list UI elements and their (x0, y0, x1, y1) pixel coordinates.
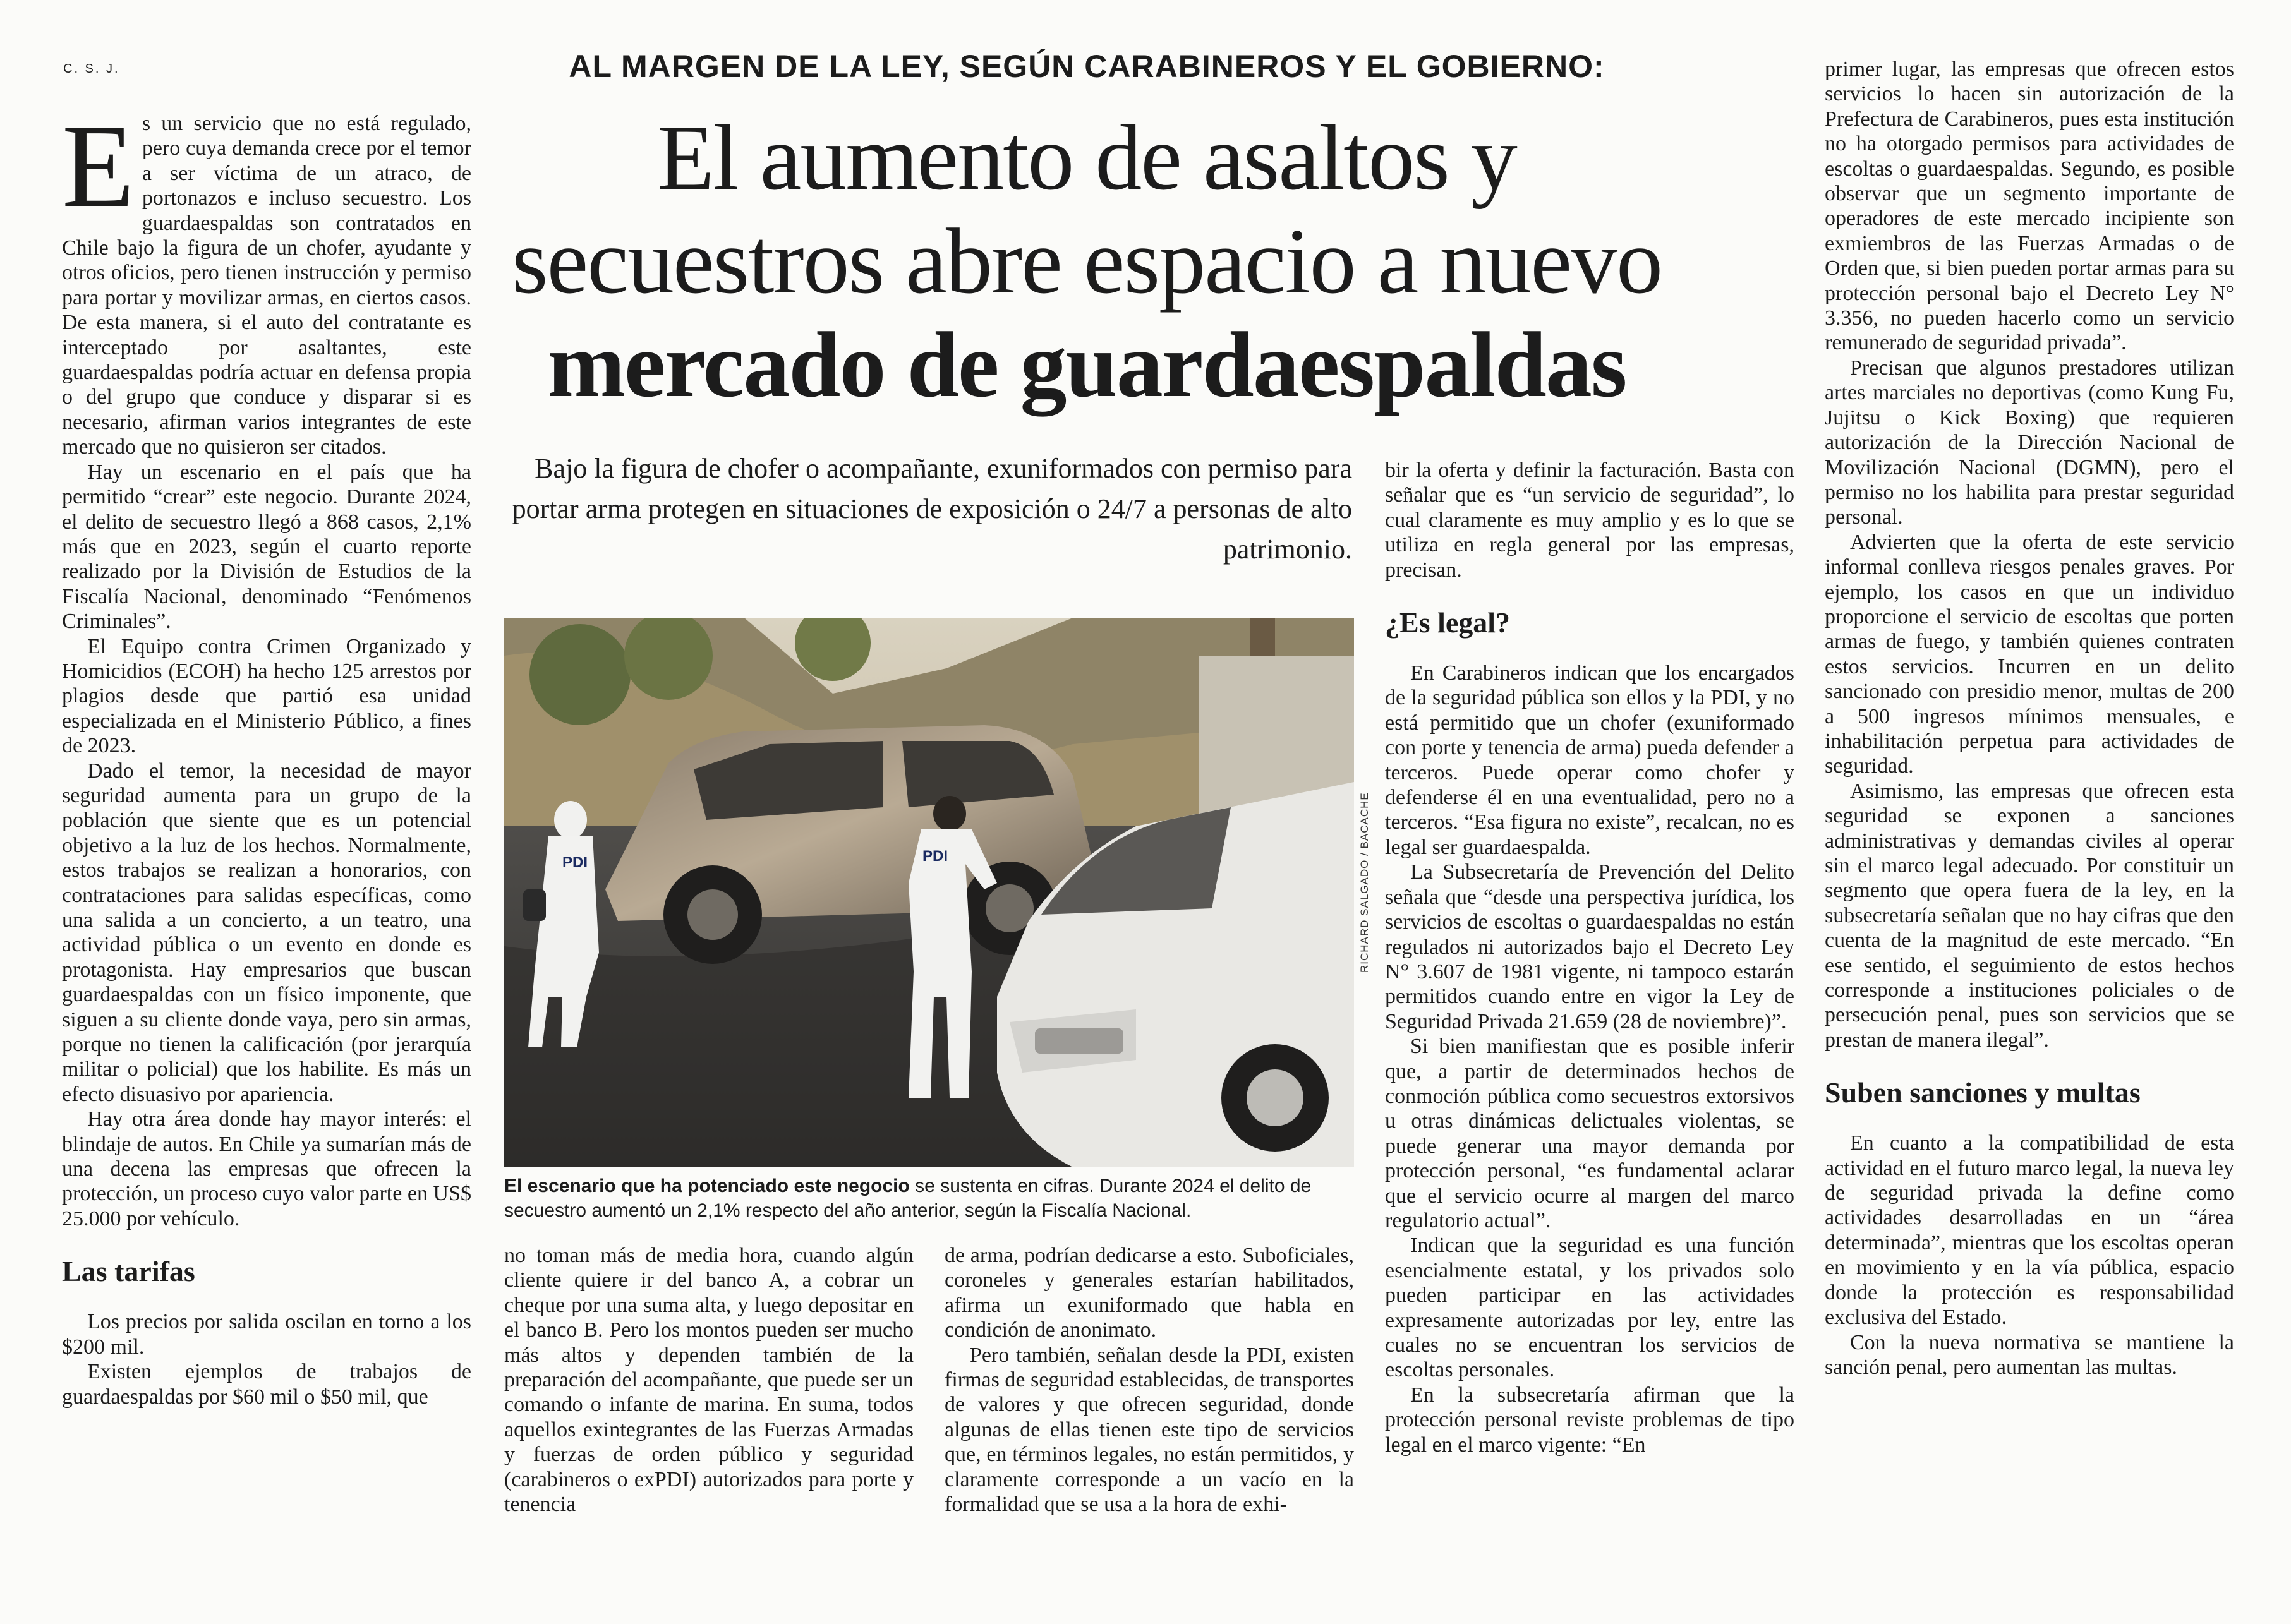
subheading-tarifas: Las tarifas (62, 1255, 195, 1288)
column-2 (504, 1243, 914, 1517)
subheading-es-legal: ¿Es legal? (1385, 606, 1511, 639)
drop-cap: E (62, 100, 135, 232)
deck: Bajo la figura de chofer o acompañante, exuniformados con permiso para portar arma protegen en situaciones de exposición o 24/7 a personas de alto patrimonio. (512, 453, 1352, 565)
paragraph: La Subsecretaría de Prevención del Delito señala que “desde una perspectiva jurídica, los servicios de escoltas o guardaespaldas no están regulados ni autorizados bajo el Decreto Ley N° 3.607 de 1981 vigente, ni tampoco estarán permitidos cuando entre en vigor la Ley de Seguridad Privada 21.659 (28 de noviembre)”. (1385, 860, 1794, 1033)
paragraph: Si bien manifiestan que es posible inferir que, a partir de determinados hechos de conmoción pública como secuestros extorsivos u otras dinámicas delictuales violentas, se puede generar una mayor demanda por protección personal, “es fundamental aclarar que el servicio ocurre al margen del marco regulatorio actual”. (1385, 1035, 1794, 1232)
pdi-vest-label: PDI (562, 854, 588, 871)
paragraph: Hay un escenario en el país que ha permitido “crear” este negocio. Durante 2024, el delito de secuestro llegó a 868 casos, 2,1% más que en 2023, según el cuarto reporte realizado por la División de Estudios de la Fiscalía Nacional, denominado “Fenómenos Criminales”. (62, 460, 471, 634)
paragraph: Existen ejemplos de trabajos de guardaespaldas por $60 mil o $50 mil, que (62, 1360, 471, 1409)
paragraph: bir la oferta y definir la facturación. Basta con señalar que es “un servicio de seguridad”, lo cual claramente es muy amplio y es lo que se utiliza en regla general por las empresas, precisan. (1385, 459, 1794, 582)
paragraph: En cuanto a la compatibilidad de esta actividad en el futuro marco legal, la nueva ley de seguridad privada la define como actividades desarrolladas en un “área determinada”, mientras que los escoltas operan en movimiento y en la vía pública, espacio donde la protección es responsabilidad exclusiva del Estado. (1825, 1131, 2234, 1330)
paragraph: En Carabineros indican que los encargados de la seguridad pública son ellos y la PDI, y no está permitido que un chofer (exuniformado con porte y tenencia de arma) pueda defender a terceros. Puede operar como chofer y defenderse él en una eventualidad, pero no a terceros. “Esa figura no existe”, recalcan, no es legal ser guardaespalda. (1385, 661, 1794, 859)
paragraph: no toman más de media hora, cuando algún cliente quiere ir del banco A, a cobrar un cheque por una suma alta, y luego depositar en el banco B. Pero los montos pueden ser mucho más altos y dependen también de la preparación del acompañante, que puede ser un comando o infante de marina. En suma, todos aquellos exintegrantes de las Fuerzas Armadas y fuerzas de orden público y seguridad (carabineros o exPDI) autorizados para porte y tenencia (504, 1244, 914, 1517)
paragraph: Dado el temor, la necesidad de mayor seguridad aumenta para un grupo de la población que siente que es un potencial objetivo a la luz de los hechos. Normalmente, estos trabajos se realizan a honorarios, con contrataciones para salidas específicas, como una salida a un concierto, a un teatro, una actividad pública o un evento en donde es protagonista. Hay empresarios que buscan guardaespaldas con un físico imponente, que siguen a su cliente donde vaya, pero sin armas, porque no tienen la calificación (por jerarquía militar o policial) que los habilite. Es más un efecto disuasivo por apariencia. (62, 759, 471, 1106)
headline (493, 106, 1681, 417)
headline-line-1: El aumento de asaltos y (657, 106, 1516, 210)
paragraph: de arma, podrían dedicarse a esto. Suboficiales, coroneles y generales estarían habilitados, afirma un exuniformado que habla en condición de anonimato. (945, 1244, 1354, 1342)
column-4 (1385, 458, 1794, 1457)
paragraph: Asimismo, las empresas que ofrecen esta seguridad se exponen a sanciones administrativas y demandas civiles al operar sin el marco legal adecuado. Por constituir un segmento que opera fuera de la ley, en la subsecretaría señalan que no hay cifras que den cuenta de la magnitud de este mercado. “En ese sentido, el seguimiento de estos hechos corresponde a instituciones policiales o de persecución penal, pues son servicios que se prestan de manera ilegal”. (1825, 779, 2234, 1052)
kicker: AL MARGEN DE LA LEY, SEGÚN CARABINEROS Y EL GOBIERNO: (569, 49, 1605, 84)
headline-line-3: mercado de guardaespaldas (547, 313, 1626, 417)
caption-lead: El escenario que ha potenciado este negocio (504, 1176, 910, 1196)
paragraph: Los precios por salida oscilan en torno a los $200 mil. (62, 1310, 471, 1359)
headline-line-2: secuestros abre espacio a nuevo (511, 210, 1662, 313)
pdi-vest-label: PDI (922, 848, 948, 865)
paragraph: Precisan que algunos prestadores utilizan artes marciales no deportivas (como Kung Fu, Jujitsu o Kick Boxing) que requieren autorización de la Dirección Nacional de Movilización Nacional (DGMN), pero el permiso no los habilita para prestar seguridad personal. (1825, 356, 2234, 529)
byline: C. S. J. (63, 62, 120, 76)
paragraph: Hay otra área donde hay mayor interés: el blindaje de autos. En Chile ya sumarían más de una decena las empresas que ofrecen la protección, un proceso cuyo valor parte en US$ 25.000 por vehículo. (62, 1107, 471, 1230)
paragraph: Con la nueva normativa se mantiene la sanción penal, pero aumentan las multas. (1825, 1330, 2234, 1379)
news-photo (504, 618, 1354, 1167)
paragraph: En la subsecretaría afirman que la protección personal reviste problemas de tipo legal en el marco vigente: “En (1385, 1383, 1794, 1457)
paragraph: primer lugar, las empresas que ofrecen estos servicios lo hacen sin autorización de la Prefectura de Carabineros, pues esta institución no ha otorgado permisos para actividades de escoltas o guardaespaldas. Segundo, es posible observar que un segmento importante de operadores de este mercado incipiente son exmiembros de las Fuerzas Armadas o de Orden que, si bien pueden portar armas para su protección personal bajo el Decreto Ley N° 3.356, no pueden hacerlo como un servicio remunerado de seguridad privada”. (1825, 57, 2234, 355)
paragraph: Advierten que la oferta de este servicio informal conlleva riesgos penales graves. Por ejemplo, los casos en que un individuo proporcione el servicio de escoltas que porten armas de fuego, y también quienes contraten estos servicios. Incurren en un delito sancionado con presidio menor, multas de 200 a 500 ingresos mínimos mensuales, e inhabilitación perpetua para actividades de seguridad. (1825, 530, 2234, 778)
burned-cars-photo (504, 618, 1354, 1167)
photo-caption (504, 1174, 1354, 1223)
subheading-sanciones: Suben sanciones y multas (1825, 1076, 2141, 1109)
column-5 (1825, 57, 2234, 1380)
paragraph: Pero también, señalan desde la PDI, existen firmas de seguridad establecidas, de transportes de valores y que ofrecen seguridad, donde algunas de ellas tienen este tipo de servicios que, en términos legales, no están permitidos, y claramente corresponde a un vacío en la formalidad que se usa a la hora de exhi- (945, 1343, 1354, 1517)
caption-text: se sustenta en cifras. Durante 2024 el delito de secuestro aumentó un 2,1% respecto del año anterior, según la Fiscalía Nacional. (504, 1176, 1312, 1221)
paragraph: Indican que la seguridad es una función esencialmente estatal, y los privados solo pueden participar en las actividades expresamente autorizadas por ley, entre las cuales no se encuentran los servicios de escoltas personales. (1385, 1234, 1794, 1382)
paragraph: El Equipo contra Crimen Organizado y Homicidios (ECOH) ha hecho 125 arrestos por plagios desde que partió esa unidad especializada en el Ministerio Público, a fines de 2023. (62, 634, 471, 758)
photo-credit: RICHARD SALGADO / BACACHE (1358, 792, 1370, 973)
column-3 (945, 1243, 1354, 1517)
paragraph: Es un servicio que no está regulado, pero cuya demanda crece por el temor a ser víctima de un atraco, de portonazos e incluso secuestro. Los guardaespaldas son contratados en Chile bajo la figura de un chofer, ayudante y otros oficios, pero tienen instrucción y permiso para portar y movilizar armas, en ciertos casos. De esta manera, si el auto del contratante es interceptado por asaltantes, este guardaespaldas podría actuar en defensa propia o del grupo que conduce y disparar si es necesario, afirman varios integrantes de este mercado que no quisieron ser citados. (62, 100, 471, 459)
column-1 (62, 100, 471, 1409)
